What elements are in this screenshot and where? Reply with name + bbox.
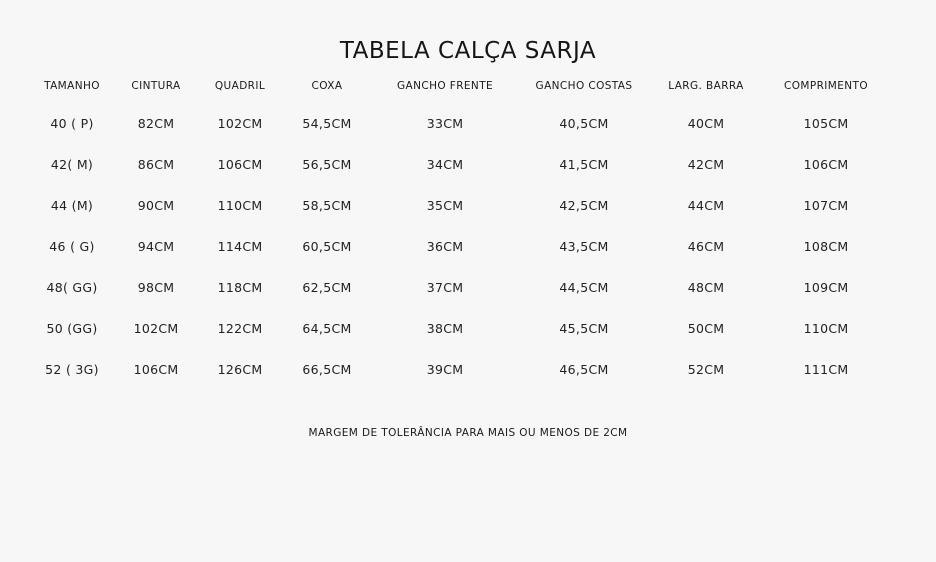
table-cell-tamanho: 40 ( P) — [50, 116, 94, 131]
table-cell-comprimento: 107CM — [803, 198, 849, 213]
column-header-cintura: CINTURA — [131, 80, 181, 92]
column-header-gancho-frente: GANCHO FRENTE — [396, 80, 494, 92]
table-cell-tamanho: 42( M) — [50, 157, 94, 172]
table-cell-cintura: 102CM — [133, 321, 179, 336]
column-header-comprimento: COMPRIMENTO — [783, 80, 869, 92]
table-cell-comprimento: 106CM — [803, 157, 849, 172]
table-cell-tamanho: 52 ( 3G) — [45, 362, 99, 377]
table-cell-quadril: 102CM — [217, 116, 263, 131]
table-cell-quadril: 126CM — [217, 362, 263, 377]
table-cell-gancho-costas: 44,5CM — [559, 280, 609, 295]
table-cell-larg-barra: 42CM — [687, 157, 725, 172]
table-cell-gancho-costas: 45,5CM — [559, 321, 609, 336]
table-cell-gancho-frente: 39CM — [426, 362, 464, 377]
table-cell-gancho-frente: 33CM — [426, 116, 464, 131]
table-cell-gancho-costas: 41,5CM — [559, 157, 609, 172]
table-cell-gancho-costas: 43,5CM — [559, 239, 609, 254]
table-cell-quadril: 114CM — [217, 239, 263, 254]
table-cell-tamanho: 46 ( G) — [49, 239, 95, 254]
table-cell-cintura: 106CM — [133, 362, 179, 377]
table-cell-larg-barra: 44CM — [687, 198, 725, 213]
table-cell-cintura: 90CM — [137, 198, 175, 213]
table-cell-larg-barra: 52CM — [687, 362, 725, 377]
table-cell-larg-barra: 48CM — [687, 280, 725, 295]
table-cell-quadril: 118CM — [217, 280, 263, 295]
table-cell-larg-barra: 50CM — [687, 321, 725, 336]
table-cell-larg-barra: 46CM — [687, 239, 725, 254]
table-cell-comprimento: 108CM — [803, 239, 849, 254]
table-cell-coxa: 58,5CM — [302, 198, 352, 213]
column-header-quadril: QUADRIL — [214, 80, 266, 92]
table-cell-coxa: 60,5CM — [302, 239, 352, 254]
table-cell-comprimento: 109CM — [803, 280, 849, 295]
table-cell-coxa: 66,5CM — [302, 362, 352, 377]
table-cell-larg-barra: 40CM — [687, 116, 725, 131]
table-cell-comprimento: 110CM — [803, 321, 849, 336]
table-cell-gancho-frente: 35CM — [426, 198, 464, 213]
table-cell-gancho-costas: 42,5CM — [559, 198, 609, 213]
table-cell-cintura: 86CM — [137, 157, 175, 172]
table-cell-tamanho: 50 (GG) — [46, 321, 98, 336]
table-cell-comprimento: 111CM — [803, 362, 849, 377]
table-cell-coxa: 54,5CM — [302, 116, 352, 131]
table-cell-cintura: 82CM — [137, 116, 175, 131]
table-cell-quadril: 110CM — [217, 198, 263, 213]
table-cell-gancho-frente: 37CM — [426, 280, 464, 295]
table-cell-coxa: 64,5CM — [302, 321, 352, 336]
page-title: TABELA CALÇA SARJA — [339, 38, 597, 64]
table-cell-coxa: 62,5CM — [302, 280, 352, 295]
table-cell-gancho-costas: 40,5CM — [559, 116, 609, 131]
table-cell-tamanho: 48( GG) — [46, 280, 98, 295]
table-cell-tamanho: 44 (M) — [50, 198, 94, 213]
table-cell-comprimento: 105CM — [803, 116, 849, 131]
table-cell-cintura: 94CM — [137, 239, 175, 254]
column-header-coxa: COXA — [311, 80, 343, 92]
tolerance-note: MARGEM DE TOLERÂNCIA PARA MAIS OU MENOS DE 2CM — [308, 427, 628, 439]
column-header-gancho-costas: GANCHO COSTAS — [535, 80, 633, 92]
column-header-larg-barra: LARG. BARRA — [668, 80, 744, 92]
table-cell-quadril: 106CM — [217, 157, 263, 172]
column-header-tamanho: TAMANHO — [44, 80, 100, 92]
table-cell-quadril: 122CM — [217, 321, 263, 336]
table-cell-gancho-costas: 46,5CM — [559, 362, 609, 377]
table-cell-gancho-frente: 34CM — [426, 157, 464, 172]
table-cell-cintura: 98CM — [137, 280, 175, 295]
table-cell-gancho-frente: 38CM — [426, 321, 464, 336]
table-cell-gancho-frente: 36CM — [426, 239, 464, 254]
table-cell-coxa: 56,5CM — [302, 157, 352, 172]
